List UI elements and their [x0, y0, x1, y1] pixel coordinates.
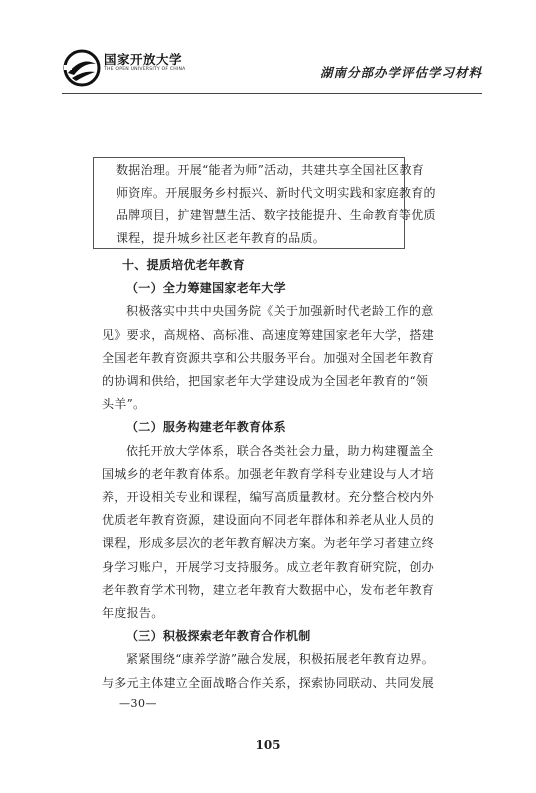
- logo-english-name: THE OPEN UNIVERSITY OF CHINA: [104, 67, 186, 72]
- paragraph-line: 养，开设相关专业和课程，编写高质量教材。充分整合校内外: [102, 490, 435, 505]
- paragraph-line: 依托开放大学体系，联合各类社会力量，助力构建覆盖全: [126, 443, 434, 458]
- paragraph-line: 紧紧围绕“康养学游”融合发展，积极拓展老年教育边界。: [126, 652, 435, 667]
- page-header: [62, 44, 482, 92]
- paragraph-line: 身学习账户，开展学习支持服务。成立老年教育研究院，创办: [102, 559, 435, 574]
- paragraph-line: 老年教育学术刊物，建立老年教育大数据中心，发布老年教育: [102, 582, 435, 597]
- paragraph-line: 的协调和供给，把国家老年大学建设成为全国老年教育的“领: [102, 374, 429, 389]
- main-text: [102, 254, 435, 695]
- paragraph-line: 国城乡的老年教育体系。加强老年教育学科专业建设与人才培: [102, 466, 435, 481]
- university-logo-icon: [62, 48, 102, 88]
- paragraph-line: 与多元主体建立全面战略合作关系，探索协同联动、共同发展: [102, 675, 435, 690]
- document-series-title: 湖南分部办学评估学习材料: [319, 65, 482, 80]
- subsection-heading-text: （一）全力筹建国家老年大学: [126, 281, 286, 296]
- box-line: 课程，提升城乡社区老年教育的品质。: [116, 230, 326, 245]
- paragraph-line: 优质老年教育资源，建设面向不同老年群体和养老从业人员的: [102, 513, 435, 528]
- box-line: 数据治理。开展“能者为师”活动，共建共享全国社区教育: [116, 163, 425, 177]
- subsection-heading-1: [102, 277, 422, 300]
- paragraph-line: 积极落实中共中央国务院《关于加强新时代老龄工作的意: [126, 304, 434, 319]
- subsection-heading-text: （二）服务构建老年教育体系: [126, 420, 286, 435]
- subsection-heading-2: [102, 416, 422, 439]
- page-number: 105: [255, 738, 281, 752]
- paragraph-line: 头羊”。: [102, 397, 146, 412]
- box-line: 师资库。开展服务乡村振兴、新时代文明实践和家庭教育的: [116, 185, 436, 200]
- header-divider: [62, 93, 482, 94]
- box-line: 品牌项目，扩建智慧生活、数字技能提升、生命教育等优质: [116, 208, 436, 222]
- subsection-heading-3: [102, 625, 422, 648]
- section-heading: 十、提质培优老年教育: [122, 258, 246, 272]
- boxed-excerpt: [93, 157, 436, 249]
- paragraph-line: 课程，形成多层次的老年教育解决方案。为老年学习者建立终: [102, 536, 435, 551]
- logo-chinese-name: 国家开放大学: [104, 52, 183, 67]
- paragraph-line: 见》要求，高规格、高标准、高速度筹建国家老年大学，搭建: [102, 327, 435, 342]
- inner-page-number: —30—: [119, 697, 157, 710]
- paragraph-line: 年度报告。: [102, 606, 164, 621]
- paragraph-line: 全国老年教育资源共享和公共服务平台。加强对全国老年教育: [102, 350, 435, 365]
- subsection-heading-text: （三）积极探索老年教育合作机制: [126, 629, 311, 644]
